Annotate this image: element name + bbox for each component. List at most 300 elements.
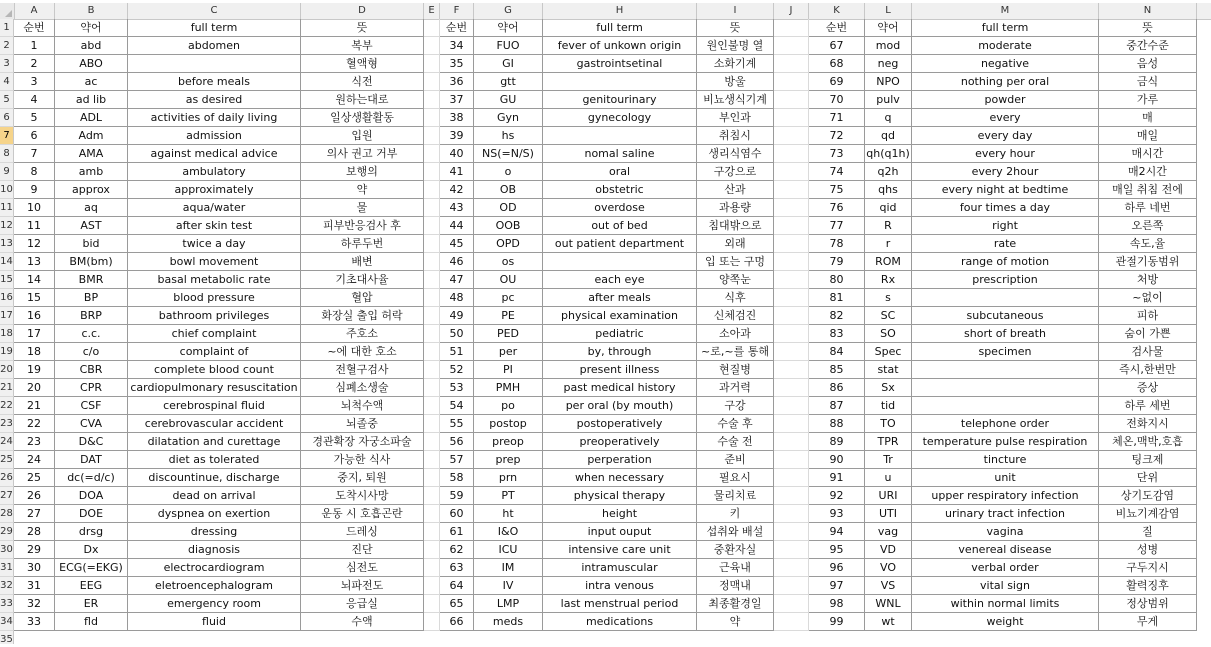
cell-e[interactable] <box>424 523 440 541</box>
cell-m[interactable]: upper respiratory infection <box>912 487 1099 505</box>
cell-b[interactable]: bid <box>55 235 128 253</box>
row-number[interactable]: 30 <box>0 541 14 559</box>
cell-m[interactable]: every night at bedtime <box>912 181 1099 199</box>
cell-l[interactable]: vag <box>865 523 912 541</box>
cell-f[interactable]: 56 <box>440 433 474 451</box>
cell-i[interactable]: 현질병 <box>697 361 774 379</box>
cell-j[interactable] <box>774 487 809 505</box>
header-cell[interactable]: 뜻 <box>1099 19 1197 37</box>
cell-h[interactable]: genitourinary <box>543 91 697 109</box>
row-number[interactable]: 16 <box>0 289 14 307</box>
cell-i[interactable]: 과거력 <box>697 379 774 397</box>
cell-a[interactable]: 17 <box>14 325 55 343</box>
cell-l[interactable]: wt <box>865 613 912 631</box>
cell-h[interactable]: perperation <box>543 451 697 469</box>
cell-d[interactable]: 입원 <box>301 127 424 145</box>
cell-e[interactable] <box>424 271 440 289</box>
cell-m[interactable]: range of motion <box>912 253 1099 271</box>
cell-l[interactable]: qh(q1h) <box>865 145 912 163</box>
cell-n[interactable]: 하루 네번 <box>1099 199 1197 217</box>
cell-g[interactable]: OB <box>474 181 543 199</box>
cell-a[interactable]: 19 <box>14 361 55 379</box>
cell-g[interactable]: ht <box>474 505 543 523</box>
cell-h[interactable]: out patient department <box>543 235 697 253</box>
cell-i[interactable]: 침대밖으로 <box>697 217 774 235</box>
cell-h[interactable]: by, through <box>543 343 697 361</box>
cell-n[interactable]: 처방 <box>1099 271 1197 289</box>
cell-e[interactable] <box>424 415 440 433</box>
cell-e[interactable] <box>424 559 440 577</box>
cell-a[interactable]: 33 <box>14 613 55 631</box>
cell-b[interactable]: fld <box>55 613 128 631</box>
cell-g[interactable]: os <box>474 253 543 271</box>
cell-g[interactable]: o <box>474 163 543 181</box>
cell-m[interactable]: right <box>912 217 1099 235</box>
cell-i[interactable]: 원인불명 열 <box>697 37 774 55</box>
cell-i[interactable]: 입 또는 구멍 <box>697 253 774 271</box>
cell-i[interactable]: 비뇨생식기계 <box>697 91 774 109</box>
cell-f[interactable]: 53 <box>440 379 474 397</box>
header-cell[interactable]: 약어 <box>474 19 543 37</box>
cell-f[interactable]: 60 <box>440 505 474 523</box>
cell-l[interactable]: qid <box>865 199 912 217</box>
cell-k[interactable]: 73 <box>809 145 865 163</box>
column-header-d[interactable]: D <box>301 3 424 19</box>
cell-k[interactable]: 80 <box>809 271 865 289</box>
cell-b[interactable]: CPR <box>55 379 128 397</box>
cell-e[interactable] <box>424 235 440 253</box>
cell-a[interactable]: 12 <box>14 235 55 253</box>
cell-c[interactable]: emergency room <box>128 595 301 613</box>
cell-d[interactable]: 화장실 출입 허락 <box>301 307 424 325</box>
row-number[interactable]: 10 <box>0 181 14 199</box>
cell-g[interactable]: PI <box>474 361 543 379</box>
cell-f[interactable]: 43 <box>440 199 474 217</box>
cell-c[interactable]: abdomen <box>128 37 301 55</box>
cell-e[interactable] <box>424 73 440 91</box>
cell-e[interactable] <box>424 181 440 199</box>
cell-h[interactable]: physical examination <box>543 307 697 325</box>
cell-k[interactable]: 96 <box>809 559 865 577</box>
row-number[interactable]: 11 <box>0 199 14 217</box>
cell-b[interactable]: approx <box>55 181 128 199</box>
cell-l[interactable]: SC <box>865 307 912 325</box>
cell-l[interactable]: ROM <box>865 253 912 271</box>
cell-n[interactable]: 체온,맥박,호흡 <box>1099 433 1197 451</box>
cell-g[interactable]: hs <box>474 127 543 145</box>
cell-e[interactable] <box>424 613 440 631</box>
cell-e[interactable] <box>424 307 440 325</box>
cell-g[interactable]: PT <box>474 487 543 505</box>
cell-i[interactable]: 정맥내 <box>697 577 774 595</box>
cell-h[interactable]: obstetric <box>543 181 697 199</box>
cell-d[interactable]: 식전 <box>301 73 424 91</box>
cell-i[interactable]: 구강으로 <box>697 163 774 181</box>
header-cell[interactable] <box>424 19 440 37</box>
row-number[interactable]: 7 <box>0 127 14 145</box>
cell-h[interactable]: each eye <box>543 271 697 289</box>
cell-e[interactable] <box>424 379 440 397</box>
cell-f[interactable]: 46 <box>440 253 474 271</box>
cell-f[interactable]: 64 <box>440 577 474 595</box>
cell-h[interactable]: preoperatively <box>543 433 697 451</box>
cell-k[interactable]: 75 <box>809 181 865 199</box>
cell-b[interactable]: AST <box>55 217 128 235</box>
cell-g[interactable]: pc <box>474 289 543 307</box>
cell-j[interactable] <box>774 73 809 91</box>
cell-e[interactable] <box>424 397 440 415</box>
cell-d[interactable]: ~에 대한 호소 <box>301 343 424 361</box>
cell-m[interactable]: vital sign <box>912 577 1099 595</box>
cell-k[interactable]: 84 <box>809 343 865 361</box>
row-number[interactable]: 20 <box>0 361 14 379</box>
cell-c[interactable]: bathroom privileges <box>128 307 301 325</box>
cell-h[interactable]: height <box>543 505 697 523</box>
cell-a[interactable]: 29 <box>14 541 55 559</box>
cell-e[interactable] <box>424 433 440 451</box>
cell-a[interactable]: 9 <box>14 181 55 199</box>
cell-d[interactable]: 드레싱 <box>301 523 424 541</box>
cell-g[interactable]: OU <box>474 271 543 289</box>
cell-c[interactable]: complete blood count <box>128 361 301 379</box>
cell-m[interactable] <box>912 289 1099 307</box>
cell-k[interactable]: 94 <box>809 523 865 541</box>
cell-m[interactable]: short of breath <box>912 325 1099 343</box>
cell-l[interactable]: NPO <box>865 73 912 91</box>
column-header-a[interactable]: A <box>14 3 55 19</box>
cell-h[interactable] <box>543 253 697 271</box>
cell-h[interactable]: gastrointsetinal <box>543 55 697 73</box>
row-number[interactable]: 9 <box>0 163 14 181</box>
cell-n[interactable]: 오른쪽 <box>1099 217 1197 235</box>
cell-b[interactable]: CSF <box>55 397 128 415</box>
cell-c[interactable]: fluid <box>128 613 301 631</box>
row-number[interactable]: 31 <box>0 559 14 577</box>
cell-c[interactable]: diet as tolerated <box>128 451 301 469</box>
cell-k[interactable]: 76 <box>809 199 865 217</box>
cell-h[interactable]: intramuscular <box>543 559 697 577</box>
cell-e[interactable] <box>424 595 440 613</box>
cell-l[interactable]: WNL <box>865 595 912 613</box>
cell-c[interactable]: blood pressure <box>128 289 301 307</box>
cell-n[interactable]: 하루 세번 <box>1099 397 1197 415</box>
cell-d[interactable]: 뇌파전도 <box>301 577 424 595</box>
cell-h[interactable]: present illness <box>543 361 697 379</box>
cell-k[interactable]: 83 <box>809 325 865 343</box>
cell-f[interactable]: 55 <box>440 415 474 433</box>
cell-e[interactable] <box>424 469 440 487</box>
cell-f[interactable]: 48 <box>440 289 474 307</box>
header-cell[interactable]: 약어 <box>865 19 912 37</box>
cell-j[interactable] <box>774 577 809 595</box>
cell-g[interactable]: OD <box>474 199 543 217</box>
cell-g[interactable]: IM <box>474 559 543 577</box>
cell-n[interactable]: 매2시간 <box>1099 163 1197 181</box>
cell-b[interactable]: BP <box>55 289 128 307</box>
header-cell[interactable]: full term <box>543 19 697 37</box>
cell-b[interactable]: EEG <box>55 577 128 595</box>
cell-k[interactable]: 87 <box>809 397 865 415</box>
cell-l[interactable]: u <box>865 469 912 487</box>
row-number[interactable]: 35 <box>0 631 14 644</box>
cell-i[interactable]: 신체검진 <box>697 307 774 325</box>
cell-j[interactable] <box>774 127 809 145</box>
cell-h[interactable]: intra venous <box>543 577 697 595</box>
cell-j[interactable] <box>774 37 809 55</box>
row-number[interactable]: 13 <box>0 235 14 253</box>
cell-c[interactable]: dead on arrival <box>128 487 301 505</box>
cell-i[interactable]: 준비 <box>697 451 774 469</box>
row-number[interactable]: 21 <box>0 379 14 397</box>
cell-j[interactable] <box>774 217 809 235</box>
cell-e[interactable] <box>424 541 440 559</box>
cell-n[interactable]: ~없이 <box>1099 289 1197 307</box>
cell-e[interactable] <box>424 127 440 145</box>
cell-a[interactable]: 20 <box>14 379 55 397</box>
cell-b[interactable]: AMA <box>55 145 128 163</box>
cell-e[interactable] <box>424 343 440 361</box>
cell-g[interactable]: LMP <box>474 595 543 613</box>
cell-b[interactable]: ABO <box>55 55 128 73</box>
row-number[interactable]: 3 <box>0 55 14 73</box>
cell-l[interactable]: UTI <box>865 505 912 523</box>
cell-c[interactable]: cerebrovascular accident <box>128 415 301 433</box>
cell-n[interactable]: 매일 취침 전에 <box>1099 181 1197 199</box>
cell-j[interactable] <box>774 109 809 127</box>
cell-b[interactable]: abd <box>55 37 128 55</box>
cell-k[interactable]: 77 <box>809 217 865 235</box>
column-header-k[interactable]: K <box>809 3 865 19</box>
cell-l[interactable]: q <box>865 109 912 127</box>
cell-m[interactable]: moderate <box>912 37 1099 55</box>
cell-k[interactable]: 95 <box>809 541 865 559</box>
cell-b[interactable]: c/o <box>55 343 128 361</box>
cell-j[interactable] <box>774 307 809 325</box>
cell-n[interactable]: 질 <box>1099 523 1197 541</box>
cell-k[interactable]: 88 <box>809 415 865 433</box>
cell-d[interactable]: 약 <box>301 181 424 199</box>
cell-i[interactable]: 섭취와 배설 <box>697 523 774 541</box>
cell-d[interactable]: 뇌척수액 <box>301 397 424 415</box>
column-header-l[interactable]: L <box>865 3 912 19</box>
cell-k[interactable]: 67 <box>809 37 865 55</box>
cell-h[interactable]: pediatric <box>543 325 697 343</box>
cell-l[interactable]: r <box>865 235 912 253</box>
cell-h[interactable]: input ouput <box>543 523 697 541</box>
cell-l[interactable]: URI <box>865 487 912 505</box>
cell-e[interactable] <box>424 361 440 379</box>
cell-i[interactable]: 부인과 <box>697 109 774 127</box>
cell-i[interactable]: 근육내 <box>697 559 774 577</box>
cell-m[interactable]: rate <box>912 235 1099 253</box>
cell-h[interactable]: physical therapy <box>543 487 697 505</box>
cell-b[interactable]: BRP <box>55 307 128 325</box>
cell-j[interactable] <box>774 595 809 613</box>
cell-c[interactable]: aqua/water <box>128 199 301 217</box>
cell-c[interactable]: against medical advice <box>128 145 301 163</box>
cell-c[interactable]: admission <box>128 127 301 145</box>
header-cell[interactable]: 뜻 <box>697 19 774 37</box>
cell-h[interactable] <box>543 127 697 145</box>
header-cell[interactable]: 순번 <box>14 19 55 37</box>
cell-n[interactable]: 전화지시 <box>1099 415 1197 433</box>
cell-k[interactable]: 97 <box>809 577 865 595</box>
cell-d[interactable]: 도착시사망 <box>301 487 424 505</box>
cell-g[interactable]: PED <box>474 325 543 343</box>
cell-j[interactable] <box>774 505 809 523</box>
cell-g[interactable]: OOB <box>474 217 543 235</box>
cell-f[interactable]: 45 <box>440 235 474 253</box>
cell-i[interactable]: 소아과 <box>697 325 774 343</box>
cell-c[interactable]: twice a day <box>128 235 301 253</box>
header-cell[interactable]: 뜻 <box>301 19 424 37</box>
cell-e[interactable] <box>424 289 440 307</box>
cell-b[interactable]: DOA <box>55 487 128 505</box>
cell-j[interactable] <box>774 415 809 433</box>
cell-h[interactable]: fever of unkown origin <box>543 37 697 55</box>
cell-a[interactable]: 22 <box>14 415 55 433</box>
cell-d[interactable]: 응급실 <box>301 595 424 613</box>
cell-l[interactable]: neg <box>865 55 912 73</box>
cell-n[interactable]: 중간수준 <box>1099 37 1197 55</box>
cell-i[interactable]: 취침시 <box>697 127 774 145</box>
cell-f[interactable]: 41 <box>440 163 474 181</box>
cell-j[interactable] <box>774 469 809 487</box>
cell-l[interactable]: tid <box>865 397 912 415</box>
cell-d[interactable]: 수액 <box>301 613 424 631</box>
cell-i[interactable]: 외래 <box>697 235 774 253</box>
row-number[interactable]: 18 <box>0 325 14 343</box>
column-header-m[interactable]: M <box>912 3 1099 19</box>
cell-i[interactable]: ~로,~를 통해 <box>697 343 774 361</box>
cell-n[interactable]: 피하 <box>1099 307 1197 325</box>
cell-n[interactable]: 매일 <box>1099 127 1197 145</box>
cell-j[interactable] <box>774 379 809 397</box>
cell-i[interactable]: 방울 <box>697 73 774 91</box>
cell-l[interactable]: q2h <box>865 163 912 181</box>
cell-b[interactable]: BMR <box>55 271 128 289</box>
row-number[interactable]: 23 <box>0 415 14 433</box>
cell-l[interactable]: qhs <box>865 181 912 199</box>
header-cell[interactable]: 약어 <box>55 19 128 37</box>
cell-f[interactable]: 61 <box>440 523 474 541</box>
cell-f[interactable]: 38 <box>440 109 474 127</box>
cell-g[interactable]: Gyn <box>474 109 543 127</box>
cell-k[interactable]: 82 <box>809 307 865 325</box>
cell-b[interactable]: ac <box>55 73 128 91</box>
cell-l[interactable]: stat <box>865 361 912 379</box>
cell-b[interactable]: dc(=d/c) <box>55 469 128 487</box>
cell-e[interactable] <box>424 37 440 55</box>
cell-k[interactable]: 69 <box>809 73 865 91</box>
cell-m[interactable]: weight <box>912 613 1099 631</box>
cell-c[interactable]: as desired <box>128 91 301 109</box>
column-header-i[interactable]: I <box>697 3 774 19</box>
cell-n[interactable]: 속도,율 <box>1099 235 1197 253</box>
cell-d[interactable]: 중지, 퇴원 <box>301 469 424 487</box>
cell-j[interactable] <box>774 559 809 577</box>
cell-g[interactable]: prn <box>474 469 543 487</box>
cell-n[interactable]: 성병 <box>1099 541 1197 559</box>
cell-i[interactable]: 키 <box>697 505 774 523</box>
cell-a[interactable]: 23 <box>14 433 55 451</box>
cell-a[interactable]: 8 <box>14 163 55 181</box>
cell-a[interactable]: 7 <box>14 145 55 163</box>
cell-f[interactable]: 47 <box>440 271 474 289</box>
cell-l[interactable]: Rx <box>865 271 912 289</box>
cell-f[interactable]: 66 <box>440 613 474 631</box>
cell-c[interactable]: activities of daily living <box>128 109 301 127</box>
cell-e[interactable] <box>424 91 440 109</box>
cell-f[interactable]: 59 <box>440 487 474 505</box>
cell-e[interactable] <box>424 199 440 217</box>
cell-k[interactable]: 91 <box>809 469 865 487</box>
cell-i[interactable]: 산과 <box>697 181 774 199</box>
cell-i[interactable]: 양쪽눈 <box>697 271 774 289</box>
cell-j[interactable] <box>774 289 809 307</box>
cell-g[interactable]: postop <box>474 415 543 433</box>
cell-a[interactable]: 11 <box>14 217 55 235</box>
cell-i[interactable]: 과용량 <box>697 199 774 217</box>
cell-d[interactable]: 배변 <box>301 253 424 271</box>
cell-n[interactable]: 팅크제 <box>1099 451 1197 469</box>
cell-a[interactable]: 1 <box>14 37 55 55</box>
cell-d[interactable]: 혈압 <box>301 289 424 307</box>
row-number[interactable]: 26 <box>0 469 14 487</box>
cell-g[interactable]: meds <box>474 613 543 631</box>
cell-c[interactable]: ambulatory <box>128 163 301 181</box>
cell-i[interactable]: 최종활경일 <box>697 595 774 613</box>
cell-g[interactable]: FUO <box>474 37 543 55</box>
cell-g[interactable]: gtt <box>474 73 543 91</box>
cell-e[interactable] <box>424 253 440 271</box>
cell-e[interactable] <box>424 577 440 595</box>
cell-g[interactable]: OPD <box>474 235 543 253</box>
row-number[interactable]: 1 <box>0 19 14 37</box>
cell-b[interactable]: ER <box>55 595 128 613</box>
column-header-e[interactable]: E <box>424 3 440 19</box>
cell-k[interactable]: 79 <box>809 253 865 271</box>
cell-l[interactable]: Spec <box>865 343 912 361</box>
cell-g[interactable]: I&O <box>474 523 543 541</box>
cell-c[interactable]: chief complaint <box>128 325 301 343</box>
cell-e[interactable] <box>424 487 440 505</box>
cell-g[interactable]: GU <box>474 91 543 109</box>
cell-e[interactable] <box>424 145 440 163</box>
cell-a[interactable]: 4 <box>14 91 55 109</box>
cell-h[interactable]: postoperatively <box>543 415 697 433</box>
cell-f[interactable]: 54 <box>440 397 474 415</box>
cell-l[interactable]: Sx <box>865 379 912 397</box>
cell-h[interactable]: past medical history <box>543 379 697 397</box>
column-header-n[interactable]: N <box>1099 3 1197 19</box>
row-number[interactable]: 19 <box>0 343 14 361</box>
cell-c[interactable]: approximately <box>128 181 301 199</box>
cell-j[interactable] <box>774 145 809 163</box>
cell-d[interactable]: 피부반응검사 후 <box>301 217 424 235</box>
cell-m[interactable]: within normal limits <box>912 595 1099 613</box>
cell-h[interactable] <box>543 73 697 91</box>
cell-f[interactable]: 62 <box>440 541 474 559</box>
cell-f[interactable]: 37 <box>440 91 474 109</box>
cell-f[interactable]: 36 <box>440 73 474 91</box>
cell-c[interactable]: electrocardiogram <box>128 559 301 577</box>
cell-g[interactable]: GI <box>474 55 543 73</box>
cell-m[interactable]: every <box>912 109 1099 127</box>
cell-b[interactable]: c.c. <box>55 325 128 343</box>
cell-d[interactable]: 심폐소생술 <box>301 379 424 397</box>
cell-f[interactable]: 40 <box>440 145 474 163</box>
